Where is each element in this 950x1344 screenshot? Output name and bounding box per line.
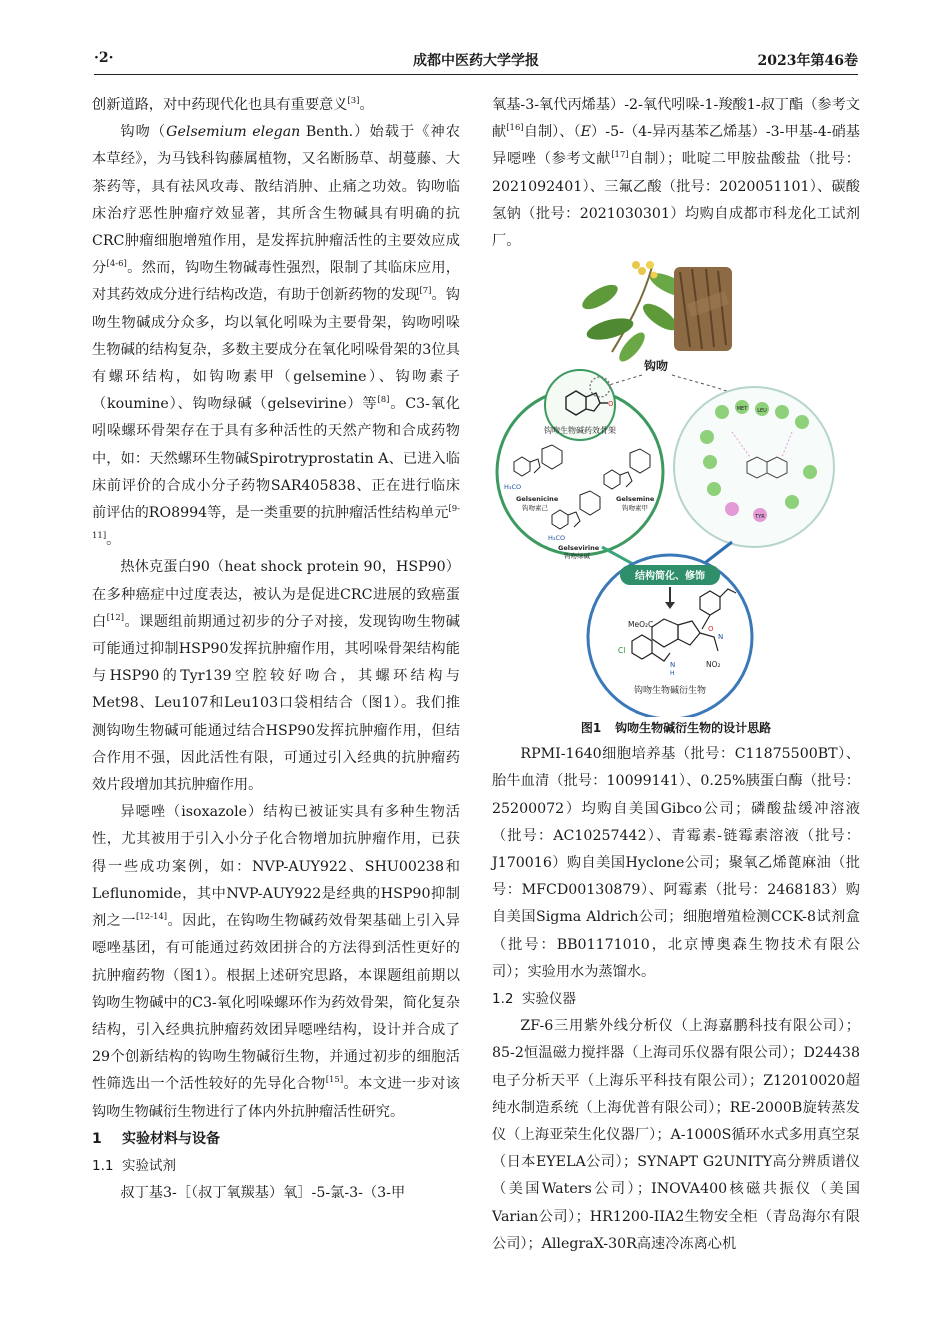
svg-text:H₃CO: H₃CO xyxy=(504,483,522,492)
page-number: ·2· xyxy=(94,50,114,66)
svg-text:H: H xyxy=(670,670,675,678)
figure-1 xyxy=(492,257,860,717)
svg-text:N: N xyxy=(670,661,676,670)
paragraph: RPMI-1640细胞培养基（批号：C11875500BT）、胎牛血清（批号：10099141）、0.25%胰蛋白酶（批号：25200072）均购自美国Gibco公司；磷酸盐缓冲溶液（批号：AC10257442）、青霉素-链霉素溶液（批号：J170016）购自美国Hyclone公司；聚氧乙烯蓖麻油（批号：MFCD00130879）、阿霉素（批号：2468183）购自美国Sigma Aldrich公司；细胞增殖检测CCK-8试剂盒（批号：BB01171010，北京博奥森生物技术有限公司）；实验用水为蒸馏水。 xyxy=(492,746,860,980)
svg-text:Cl: Cl xyxy=(618,646,626,656)
paragraph: 异噁唑（isoxazole）结构已被证实具有多种生物活性，尤其被用于引入小分子化合物增加抗肿瘤作用，已获得一些成功案例，如：NVP-AUY922、SHU00238和Leflunomide，其中NVP-AUY922是经典的HSP90抑制剂之一[12-14]。因此，在钩吻生物碱药效骨架基础上引入异噁唑基团，有可能通过药效团拼合的方法得到活性更好的抗肿瘤药物（图1）。根据上述研究思路，本课题组前期以钩吻生物碱中的C3-氧化吲哚螺环作为药效骨架，简化复杂结构，引入经典抗肿瘤药效团异噁唑结构，设计并合成了29个创新结构的钩吻生物碱衍生物，并通过初步的细胞活性筛选出一个活性较好的先导化合物[15]。本文进一步对该钩吻生物碱衍生物进行了体内外抗肿瘤活性研究。 xyxy=(92,804,460,1120)
svg-text:LEU: LEU xyxy=(757,408,767,415)
svg-text:Gelsenicine: Gelsenicine xyxy=(516,495,559,504)
svg-text:O: O xyxy=(608,400,614,409)
derivative-label: 钩吻生物碱衍生物 xyxy=(633,686,707,697)
paragraph: 创新道路，对中药现代化也具有重要意义[3]。 xyxy=(92,96,374,113)
figure-1-graphic xyxy=(492,257,860,717)
svg-text:钩吻绿碱: 钩吻绿碱 xyxy=(564,552,590,561)
volume-info: 2023年第46卷 xyxy=(757,53,858,69)
citation[interactable]: [3] xyxy=(347,96,360,106)
svg-text:MET: MET xyxy=(736,406,748,413)
dried-herb-slices xyxy=(674,267,732,351)
subsection-heading: 1.1 实验试剂 xyxy=(92,1157,176,1174)
svg-text:TYR: TYR xyxy=(755,514,765,521)
paragraph: 氧基-3-氧代丙烯基）-2-氧代吲哚-1-羧酸1-叔丁酯（参考文献[16]自制）、（E）-5-（4-异丙基苯乙烯基）-3-甲基-4-硝基异噁唑（参考文献[17]自制）；吡啶二甲胺盐酸盐（批号：2021092401）、三氟乙酸（批号：2020051101）、碳酸氢钠（批号：2021030301）均购自成都市科龙化工试剂厂。 xyxy=(492,97,860,250)
page-header xyxy=(94,48,858,75)
section-heading: 1 实验材料与设备 xyxy=(92,1130,220,1147)
skeleton-label: 钩吻生物碱药效骨架 xyxy=(544,426,616,436)
paragraph: 热休克蛋白90（heat shock protein 90，HSP90）在多种癌症中过度表达，被认为是促进CRC进展的致癌蛋白[12]。课题组前期通过初步的分子对接，发现钩吻生物碱可能通过抑制HSP90发挥抗肿瘤作用，其吲哚骨架结构能与HSP90的Tyr139空腔较好吻合，其螺环结构与Met98、Leu107和Leu103口袋相结合（图1）。我们推测钩吻生物碱可能通过结合HSP90发挥抗肿瘤作用，但结合作用不强，因此活性有限，可通过引入经典的抗肿瘤药效片段增加其抗肿瘤作用。 xyxy=(92,559,460,794)
citation[interactable]: [15] xyxy=(325,1075,344,1086)
right-column xyxy=(492,92,860,1258)
left-column xyxy=(92,92,460,1207)
latin-name: Gelsemium elegan xyxy=(166,124,301,141)
figure-caption: 图1 钩吻生物碱衍生物的设计思路 xyxy=(580,721,772,736)
svg-text:Gelsemine: Gelsemine xyxy=(616,495,655,504)
svg-text:Gelsevirine: Gelsevirine xyxy=(558,544,600,553)
paragraph: ZF-6三用紫外线分析仪（上海嘉鹏科技有限公司）；85-2恒温磁力搅拌器（上海司乐仪器有限公司）；D24438电子分析天平（上海乐平科技有限公司）；Z12010020超纯水制造系统（上海优普有限公司）；RE-2000B旋转蒸发仪（上海亚荣生化仪器厂）；A-1000S循环水式多用真空泵（日本EYELA公司）；SYNAPT G2UNITY高分辨质谱仪（美国Waters公司）；INOVA400核磁共振仪（美国Varian公司）；HR1200-IIA2生物安全柜（青岛海尔有限公司）；AllegraX-30R高速冷冻离心机 xyxy=(492,1018,860,1252)
citation[interactable]: [8] xyxy=(377,395,390,406)
journal-title: 成都中医药大学学报 xyxy=(413,53,539,69)
svg-text:O: O xyxy=(708,625,714,634)
paragraph: 钩吻（Gelsemium elegan Benth.）始载于《神农本草经》，为马钱科钩藤属植物，又名断肠草、胡蔓藤、大茶药等，具有祛风攻毒、散结消肿、止痛之功效。钩吻临床治疗恶性肿瘤疗效显著，其所含生物碱具有明确的抗CRC肿瘤细胞增殖作用，是发挥抗肿瘤活性的主要效应成分[4-6]。然而，钩吻生物碱毒性强烈，限制了其临床应用，对其药效成分进行结构改造，有助于创新药物的发现[7]。钩吻生物碱成分众多，均以氧化吲哚为主要骨架，钩吻吲哚生物碱的结构复杂，多数主要成分在氧化吲哚骨架的3位具有螺环结构，如钩吻素甲（gelsemine）、钩吻素子（koumine）、钩吻绿碱（gelsevirine）等[8]。C3-氧化吲哚螺环骨架存在于具有多种活性的天然产物和合成药物中，如：天然螺环生物碱Spirotryprostatin A、已进入临床前评价的合成小分子药物SAR405838、正在进行临床前评估的RO8994等，是一类重要的抗肿瘤活性结构单元[9-11]。 xyxy=(92,124,460,549)
citation[interactable]: [7] xyxy=(419,286,432,297)
citation[interactable]: [12-14] xyxy=(135,912,168,923)
svg-text:NO₂: NO₂ xyxy=(706,660,721,670)
citation[interactable]: [9-11] xyxy=(92,504,460,542)
svg-text:MeO₂C: MeO₂C xyxy=(628,620,654,630)
citation[interactable]: [12] xyxy=(106,612,125,623)
subsection-heading: 1.2 实验仪器 xyxy=(492,991,576,1008)
svg-text:钩吻素甲: 钩吻素甲 xyxy=(622,504,648,513)
citation[interactable]: [17] xyxy=(611,150,629,161)
design-strategy-label: 结构简化、修饰 xyxy=(635,571,705,583)
citation[interactable]: [16] xyxy=(506,123,524,134)
svg-text:钩吻素己: 钩吻素己 xyxy=(522,504,548,513)
paragraph: 叔丁基3-［（叔丁氧羰基）氧］-5-氯-3-（3-甲 xyxy=(120,1185,406,1202)
citation[interactable]: [4-6] xyxy=(106,259,127,270)
herb-label: 钩吻 xyxy=(643,359,669,374)
svg-text:H₃CO: H₃CO xyxy=(548,534,566,543)
svg-text:N: N xyxy=(718,633,724,642)
